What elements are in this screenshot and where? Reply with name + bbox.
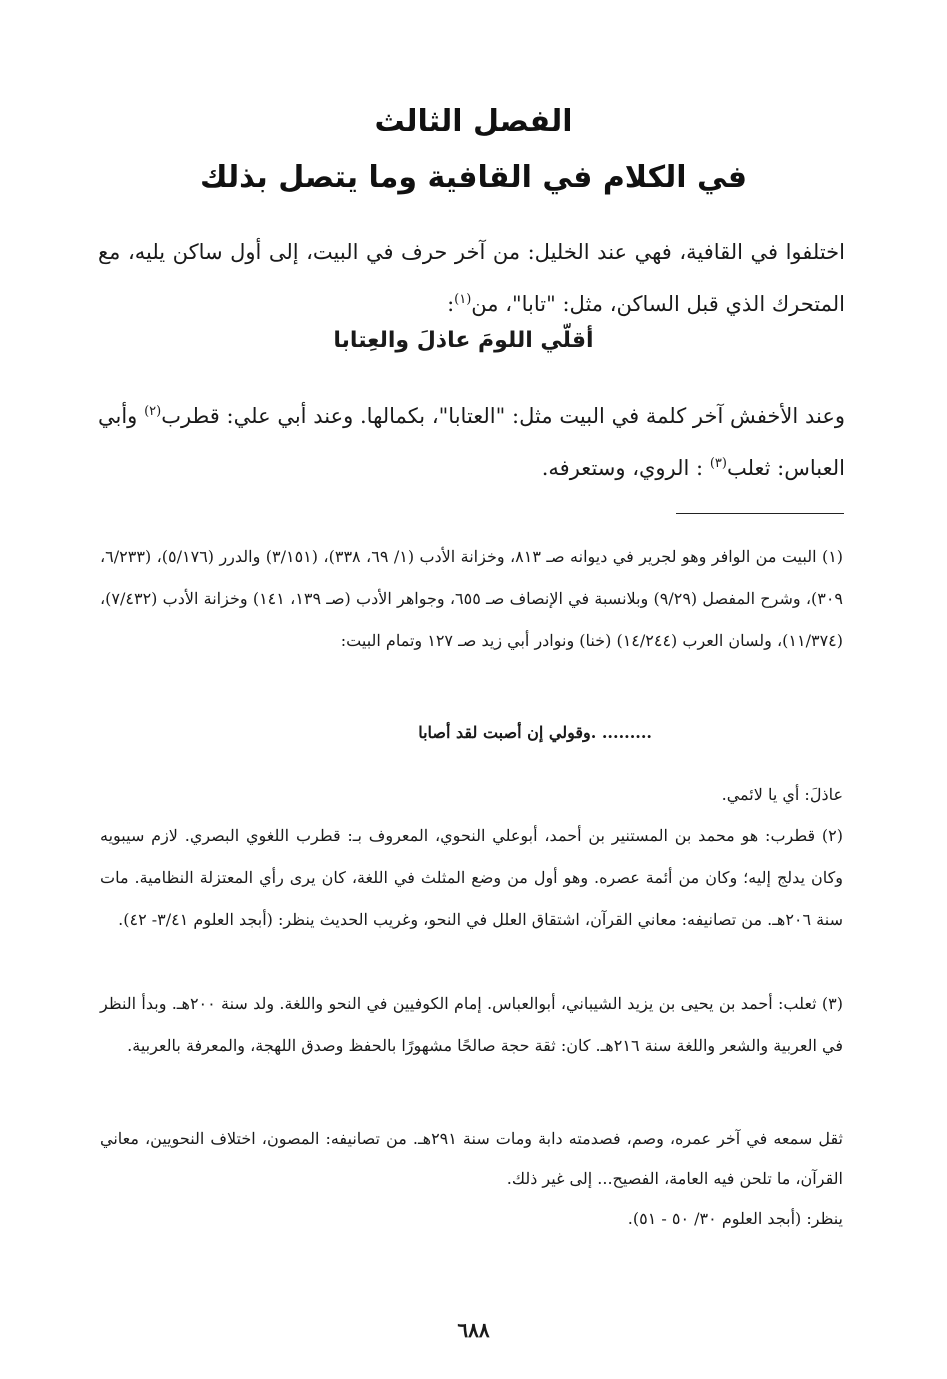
paragraph-text: وعند الأخفش آخر كلمة في البيت مثل: "العتابا"، بكمالها. وعند أبي علي: قطرب: [161, 404, 845, 428]
paragraph-akhfash-definition: [98, 390, 845, 494]
paragraph-text: اختلفوا في القافية، فهي عند الخليل: من آخر حرف في البيت، إلى أول ساكن يليه، مع المتحرك الذي قبل الساكن، مثل: "تابا"، من: [98, 240, 845, 316]
paragraph-text: وأبي العباس: ثعلب: [98, 404, 845, 480]
footnote-verse: ......... .وقولي إن أصبت لقد أصابا: [418, 723, 652, 742]
footnote-text: (١) البيت من الوافر وهو لجرير في ديوانه صـ ٨١٣، وخزانة الأدب (١/ ٦٩، ٣٣٨)، (٣/١٥١) والدرر (٥/١٧٦)، (٦/٢٣٣، ٣٠٩)، وشرح المفصل (٩/٢٩) وبلانسبة في الإنصاف صـ ٦٥٥، وجواهر الأدب (صـ ١٣٩، ١٤١) وخزانة الأدب (٧/٤٣٢)، (١١/٣٧٤)، ولسان العرب (١٤/٢٤٤) (خنا) ونوادر أبي زيد صـ ١٢٧ وتمام البيت:: [100, 547, 844, 650]
paragraph-khalil-definition: [98, 226, 845, 330]
footnote-text: (٣) ثعلب: أحمد بن يحيى بن يزيد الشيباني، أبوالعباس. إمام الكوفيين في النحو واللغة. ولد سنة ٢٠٠هـ. وبدأ النظر في العربية والشعر واللغة سنة ٢١٦هـ. كان: ثقة حجة صالحًا مشهورًا بالحفظ وصدق اللهجة، والمعرفة بالعربية.: [100, 994, 843, 1055]
chapter-title: الفصل الثالث: [374, 104, 573, 139]
chapter-subtitle: في الكلام في القافية وما يتصل بذلك: [199, 160, 748, 195]
footnote-3: [100, 983, 843, 1067]
footnote-text: (٢) قطرب: هو محمد بن المستنير بن أحمد، أبوعلي النحوي، المعروف بـ: قطرب اللغوي البصري. لازم سيبويه وكان يدلج إليه؛ وكان من أئمة عصره. وهو أول من وضع المثلث في اللغة، كان يرى رأي المعتزلة النظامية. مات سنة ٢٠٦هـ. من تصانيفه: معاني القرآن، اشتقاق العلل في النحو، وغريب الحديث ينظر: (أبجد العلوم ٣/٤١- ٤٢).: [100, 826, 843, 929]
page-number: ٦٨٨: [457, 1318, 490, 1342]
footnote-ref-1[interactable]: (١): [454, 292, 472, 307]
footnote-2: [100, 815, 843, 941]
footnote-1: [100, 536, 843, 662]
footnote-text: عاذلَ: أي يا لائمي.: [721, 785, 843, 804]
footnote-3-continued: [100, 1119, 843, 1239]
footnote-reference: ينظر: (أبجد العلوم ٣٠/ ٥٠ - ٥١).: [627, 1209, 843, 1228]
footnote-separator: [676, 513, 844, 514]
footnote-text: ثقل سمعه في آخر عمره، وصم، فصدمته دابة ومات سنة ٢٩١هـ. من تصانيفه: المصون، اختلاف النحويين، معاني القرآن، ما تلحن فيه العامة، الفصيح... إلى غير ذلك.: [100, 1129, 844, 1188]
paragraph-text: : الروي، وستعرفه.: [541, 456, 704, 480]
footnote-gloss: [100, 774, 843, 816]
footnote-ref-2[interactable]: (٢): [144, 404, 162, 419]
paragraph-colon: :: [447, 292, 455, 316]
quoted-verse: أقلّي اللومَ عاذلَ والعِتابا: [333, 328, 594, 353]
footnote-ref-3[interactable]: (٣): [709, 456, 727, 471]
